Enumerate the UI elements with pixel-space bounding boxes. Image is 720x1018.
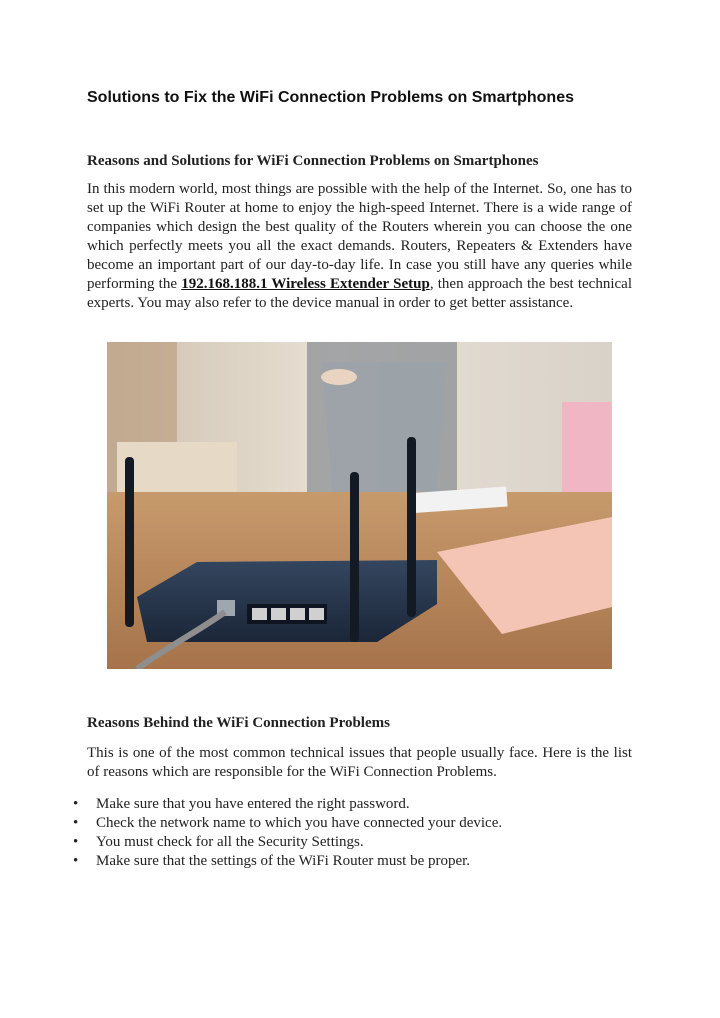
section-heading-reasons-behind: Reasons Behind the WiFi Connection Problems: [87, 715, 390, 731]
list-item: [70, 852, 650, 871]
bullet-icon: •: [73, 834, 79, 850]
reasons-list: [70, 795, 650, 871]
list-item: [70, 795, 650, 814]
router-photo: [107, 342, 612, 669]
list-item-text: Make sure that you have entered the right password.: [96, 796, 410, 812]
bullet-icon: •: [73, 853, 79, 869]
section-heading-reasons-solutions: Reasons and Solutions for WiFi Connection Problems on Smartphones: [87, 153, 539, 169]
intro-text: In this modern world, most things are possible with the help of the Internet. So, one has to set up the WiFi Router at home to enjoy the high-speed Internet. There is a wide range of companies which design the best quality of the Routers wherein you can choose the one which perfectly meets you all the exact demands. Routers, Repeaters & Extenders have become an important part of our day-to-day life. In case you still have any queries while performing the: [87, 181, 632, 292]
bullet-icon: •: [73, 815, 79, 831]
list-item-text: You must check for all the Security Settings.: [96, 834, 364, 850]
reasons-paragraph: This is one of the most common technical issues that people usually face. Here is the list of reasons which are responsible for the WiFi Connection Problems.: [87, 745, 632, 780]
list-item: [70, 833, 650, 852]
intro-text-end: , then approach the best technical experts. You may also refer to the device manual in order to get better assistance.: [87, 276, 632, 311]
bullet-icon: •: [73, 796, 79, 812]
wireless-extender-setup-link[interactable]: 192.168.188.1 Wireless Extender Setup: [181, 276, 430, 292]
intro-paragraph: [87, 180, 632, 313]
list-item-text: Check the network name to which you have connected your device.: [96, 815, 503, 831]
list-item: [70, 814, 650, 833]
document-title: Solutions to Fix the WiFi Connection Problems on Smartphones: [87, 89, 574, 106]
list-item-text: Make sure that the settings of the WiFi Router must be proper.: [96, 853, 471, 869]
